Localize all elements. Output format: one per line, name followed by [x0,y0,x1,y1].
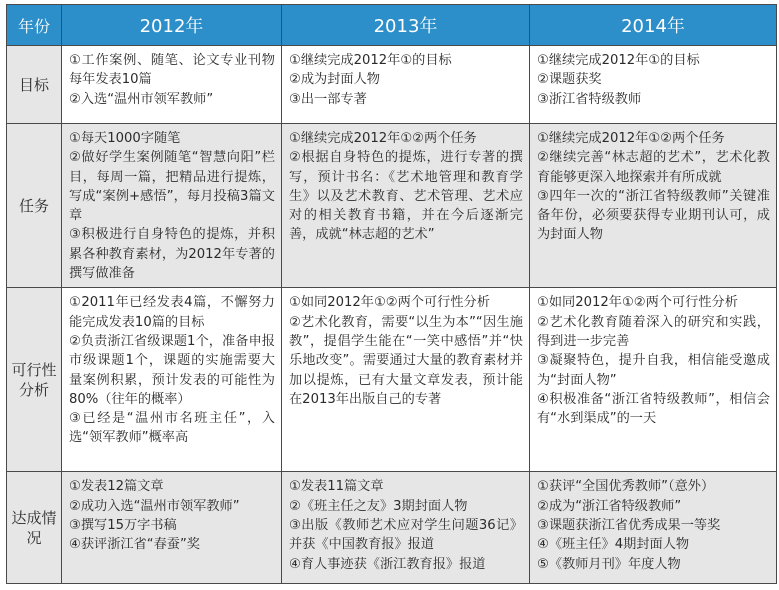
cell-line: ①如同2012年①②两个可行性分析 [537,295,738,311]
row-label: 任务 [7,124,62,288]
table-cell [282,46,530,124]
cell-line: ②成为“浙江省特级教师” [537,498,682,514]
cell-line: ③浙江省特级教师 [537,91,642,107]
cell-line: ①发表11篇文章 [289,479,384,495]
cell-line: ③撰写15万字书稿 [69,517,177,533]
table-cell [62,124,282,288]
year-column-header: 年份 [7,5,62,46]
cell-line: ①如同2012年①②两个可行性分析 [289,295,490,311]
cell-line: ③已经是“温州市名班主任”，入选“领军教师”概率高 [69,411,275,446]
table-cell [282,124,530,288]
cell-line: ②做好学生案例随笔“智慧向阳”栏目，每周一篇，把精品进行提炼，写成“案例+感悟”，每月投稿3篇文章 [69,150,275,224]
table-body [7,46,777,584]
table-cell [62,472,282,584]
cell-line: ③凝聚特色，提升自我，相信能受邀成为“封面人物” [537,353,770,388]
table-cell [530,124,777,288]
table-row [7,124,777,288]
table-cell [282,288,530,472]
table-cell [530,288,777,472]
cell-line: ④《班主任》4期封面人物 [537,537,690,553]
table-row [7,472,777,584]
cell-line: ①每天1000字随笔 [69,131,181,146]
cell-line: ①2011年已经发表4篇，不懈努力能完成发表10篇的目标 [69,295,275,330]
cell-line: ③课题获浙江省优秀成果一等奖 [537,517,721,533]
cell-line: ①继续完成2012年①的目标 [537,53,700,68]
cell-line: ④获评浙江省“春蚕”奖 [69,537,200,553]
cell-line: ①继续完成2012年①②两个任务 [289,131,477,146]
cell-line: ③出版《教师艺术应对学生问题36记》并获《中国教育报》报道 [289,517,523,553]
year-2012-header: 2012年 [62,5,282,46]
cell-line: ②入选“温州市领军教师” [69,91,214,107]
table-cell [530,472,777,584]
cell-line: ①获评“全国优秀教师”（意外） [537,479,715,495]
year-2013-header: 2013年 [282,5,530,46]
table-cell [62,46,282,124]
table-cell [530,46,777,124]
table-cell [282,472,530,584]
row-label: 达成情况 [7,472,62,584]
cell-line: ③四年一次的“浙江省特级教师”关键准备年份，必须要获得专业期刊认可，成为封面人物 [537,188,770,243]
year-2014-header: 2014年 [530,5,777,46]
row-label: 可行性分析 [7,288,62,472]
row-label: 目标 [7,46,62,124]
table-row [7,288,777,472]
cell-line: ①继续完成2012年①②两个任务 [537,131,725,146]
header-row [7,5,777,46]
cell-line: ③出一部专著 [289,91,367,107]
cell-line: ⑤《教师月刊》年度人物 [537,556,681,572]
cell-line: ②继续完善“林志超的艺术”，艺术化教育能够更深入地探索并有所成就 [537,150,770,185]
cell-line: ①工作案例、随笔、论文专业刊物每年发表10篇 [69,53,275,88]
cell-line: ④育人事迹获《浙江教育报》报道 [289,556,486,572]
table-cell [62,288,282,472]
cell-line: ②根据自身特色的提炼，进行专著的撰写，预计书名：《艺术地管理和教育学生》以及艺术教育、艺术管理、艺术应对的相关教育书籍，并在今后逐渐完善，成就“林志超的艺术” [289,150,523,243]
cell-line: ②成功入选“温州市领军教师” [69,498,240,514]
cell-line: ②艺术化教育，需要“以生为本”“因生施教”，提倡学生能在“一笑中感悟”并“快乐地改变”。需要通过大量的教育素材并加以提炼，已有大量文章发表，预计能在2013年出版自己的专著 [289,314,523,407]
cell-line: ①发表12篇文章 [69,479,164,495]
cell-line: ②课题获奖 [537,72,602,88]
cell-line: ②负责浙江省级课题1个，准备申报市级课题1个，课题的实施需要大量案例积累，预计发表的可能性为80%（往年的概率） [69,333,275,407]
cell-line: ②《班主任之友》3期封面人物 [289,498,468,514]
cell-line: ④积极准备“浙江省特级教师”，相信会有“水到渠成”的一天 [537,391,770,427]
table-row [7,46,777,124]
cell-line: ③积极进行自身特色的提炼，并积累各种教育素材，为2012年专著的撰写做准备 [69,227,275,282]
cell-line: ②成为封面人物 [289,72,380,88]
plan-table [6,4,777,584]
cell-line: ①继续完成2012年①的目标 [289,53,452,68]
cell-line: ②艺术化教育随着深入的研究和实践，得到进一步完善 [537,314,770,349]
